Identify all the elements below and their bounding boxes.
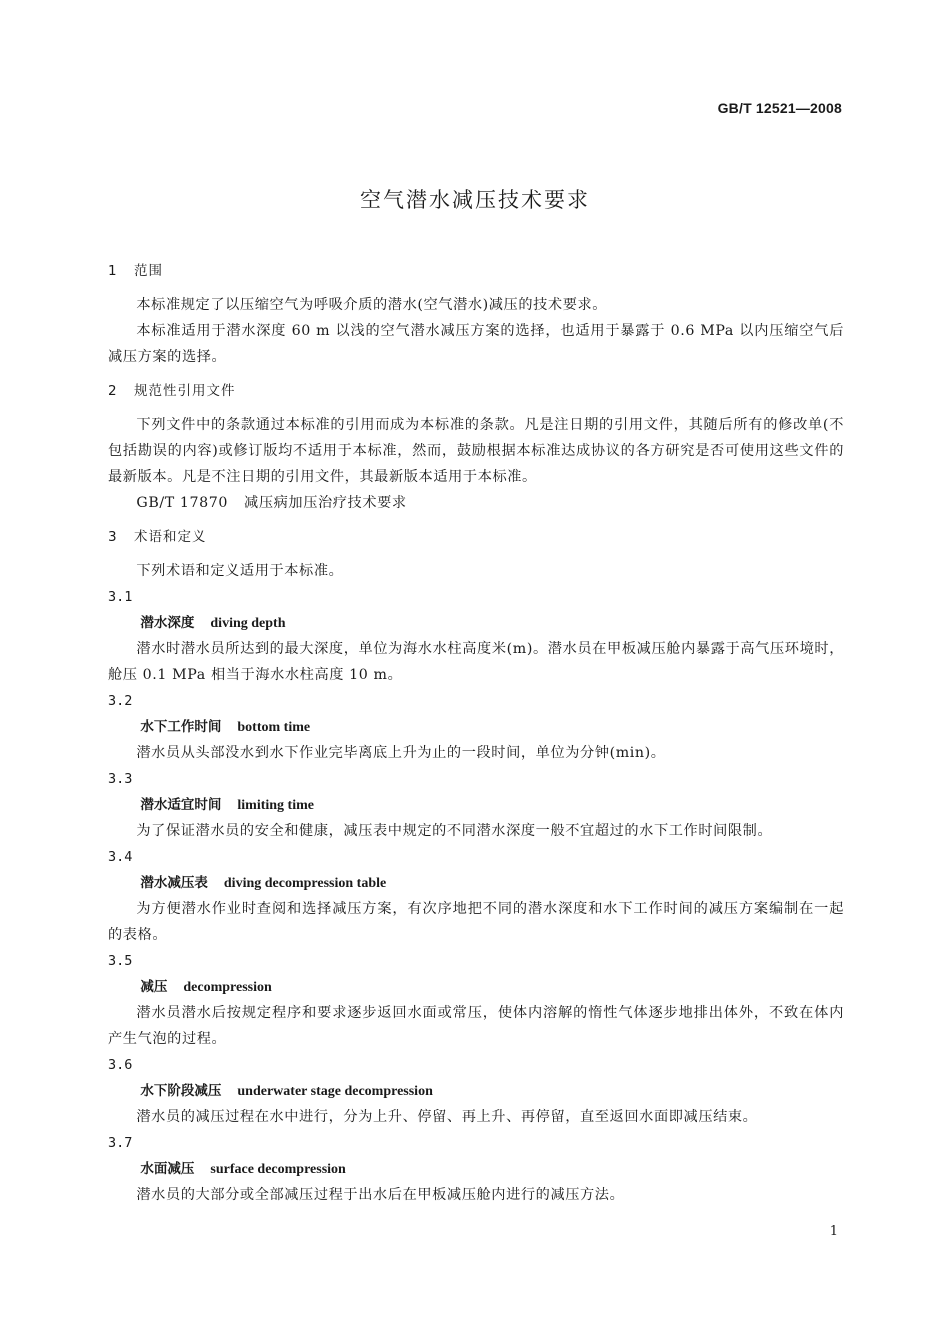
reference-code: GB/T 17870	[136, 495, 229, 511]
document-body	[108, 258, 844, 1208]
section-title: 规范性引用文件	[134, 383, 236, 399]
clause-number: 3.3	[108, 771, 133, 787]
paragraph: 下列文件中的条款通过本标准的引用而成为本标准的条款。凡是注日期的引用文件，其随后所有的修改单(不包括勘误的内容)或修订版均不适用于本标准，然而，鼓励根据本标准达成协议的各方研究是否可使用这些文件的最新版本。凡是不注日期的引用文件，其最新版本适用于本标准。	[108, 417, 844, 485]
term-en: bottom time	[237, 720, 311, 735]
clause-number: 3.4	[108, 849, 133, 865]
term-heading	[108, 610, 844, 636]
term-zh: 潜水减压表	[140, 875, 208, 891]
standard-code: GB/T 12521—2008	[717, 100, 842, 116]
term-definition: 为了保证潜水员的安全和健康，减压表中规定的不同潜水深度一般不宜超过的水下工作时间限制。	[136, 823, 773, 839]
term-definition: 潜水时潜水员所达到的最大深度，单位为海水水柱高度米(m)。潜水员在甲板减压舱内暴露于高气压环境时，舱压 0.1 MPa 相当于海水水柱高度 10 m。	[108, 641, 844, 683]
term-definition: 潜水员的大部分或全部减压过程于出水后在甲板减压舱内进行的减压方法。	[136, 1187, 625, 1203]
paragraph: 下列术语和定义适用于本标准。	[136, 563, 344, 579]
term-heading	[108, 1078, 844, 1104]
term-en: decompression	[183, 980, 272, 995]
term-zh: 潜水深度	[140, 615, 195, 631]
term-heading	[108, 870, 844, 896]
term-definition: 潜水员的减压过程在水中进行，分为上升、停留、再上升、再停留，直至返回水面即减压结束。	[136, 1109, 758, 1125]
section-heading-terms	[108, 524, 844, 550]
section-heading-normative-references	[108, 378, 844, 404]
reference-title: 减压病加压治疗技术要求	[244, 495, 407, 511]
paragraph: 本标准规定了以压缩空气为呼吸介质的潜水(空气潜水)减压的技术要求。	[136, 297, 608, 313]
term-zh: 水面减压	[140, 1161, 195, 1177]
section-number: 2	[108, 383, 118, 399]
paragraph: 本标准适用于潜水深度 60 m 以浅的空气潜水减压方案的选择，也适用于暴露于 0.6 MPa 以内压缩空气后减压方案的选择。	[108, 323, 844, 365]
clause-number: 3.5	[108, 953, 133, 969]
term-heading	[108, 974, 844, 1000]
clause-number: 3.2	[108, 693, 133, 709]
term-en: diving depth	[210, 616, 286, 631]
term-zh: 水下阶段减压	[140, 1083, 222, 1099]
section-title: 范围	[134, 263, 163, 279]
section-heading-scope	[108, 258, 844, 284]
section-number: 3	[108, 529, 118, 545]
section-number: 1	[108, 263, 118, 279]
term-heading	[108, 792, 844, 818]
term-en: underwater stage decompression	[237, 1084, 433, 1099]
term-en: surface decompression	[210, 1162, 346, 1177]
normative-reference	[108, 490, 844, 516]
clause-number: 3.1	[108, 589, 133, 605]
page-number: 1	[829, 1224, 838, 1239]
clause-number: 3.6	[108, 1057, 133, 1073]
term-heading	[108, 1156, 844, 1182]
term-definition: 潜水员潜水后按规定程序和要求逐步返回水面或常压，使体内溶解的惰性气体逐步地排出体外，不致在体内产生气泡的过程。	[108, 1005, 844, 1047]
term-heading	[108, 714, 844, 740]
term-zh: 水下工作时间	[140, 719, 222, 735]
term-definition: 为方便潜水作业时查阅和选择减压方案，有次序地把不同的潜水深度和水下工作时间的减压方案编制在一起的表格。	[108, 901, 844, 943]
clause-number: 3.7	[108, 1135, 133, 1151]
term-en: diving decompression table	[223, 876, 387, 891]
term-definition: 潜水员从头部没水到水下作业完毕离底上升为止的一段时间，单位为分钟(min)。	[136, 745, 666, 761]
term-zh: 潜水适宜时间	[140, 797, 222, 813]
section-title: 术语和定义	[134, 529, 207, 545]
term-en: limiting time	[237, 798, 314, 813]
document-title: 空气潜水减压技术要求	[360, 188, 590, 212]
term-zh: 减压	[140, 979, 168, 995]
